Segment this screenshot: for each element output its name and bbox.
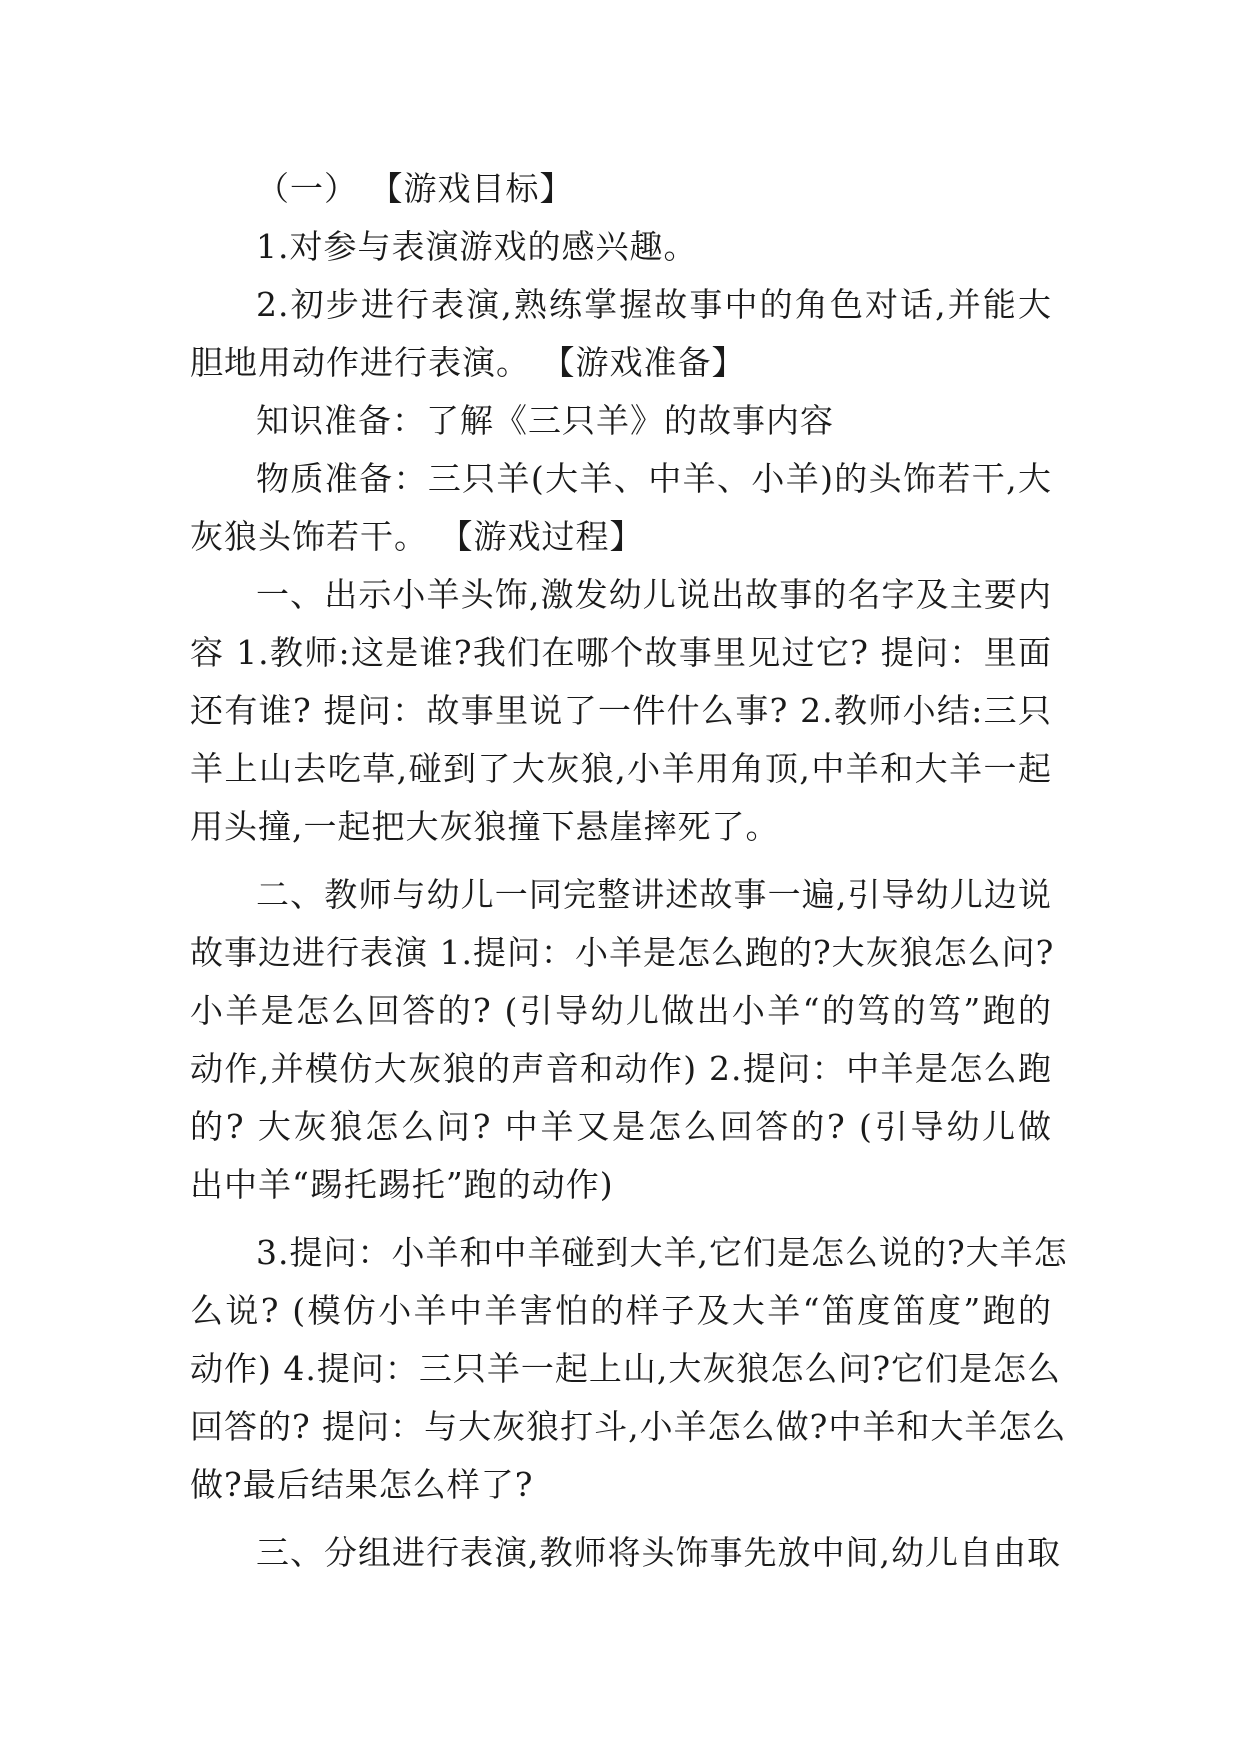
text-line: 动作,并模仿大灰狼的声音和动作) 2.提问：中羊是怎么跑 (190, 1049, 1052, 1088)
text-line: 动作) 4.提问：三只羊一起上山,大灰狼怎么问?它们是怎么 (190, 1349, 1062, 1388)
text-line: 羊上山去吃草,碰到了大灰狼,小羊用角顶,中羊和大羊一起 (190, 749, 1052, 788)
text-line: 还有谁? 提问：故事里说了一件什么事? 2.教师小结:三只 (190, 691, 1052, 730)
text-line: 小羊是怎么回答的? (引导幼儿做出小羊“的笃的笃”跑的 (190, 991, 1052, 1030)
text-line: 容 1.教师:这是谁?我们在哪个故事里见过它? 提问：里面 (190, 633, 1052, 672)
text-line: 做?最后结果怎么样了? (190, 1465, 534, 1504)
text-line: 用头撞,一起把大灰狼撞下悬崖摔死了。 (190, 807, 780, 846)
text-line: 的? 大灰狼怎么问? 中羊又是怎么回答的? (引导幼儿做 (190, 1107, 1052, 1146)
text-line: 物质准备：三只羊(大羊、中羊、小羊)的头饰若干,大 (256, 459, 1052, 498)
text-line: 胆地用动作进行表演。 【游戏准备】 (190, 343, 746, 382)
text-line: 故事边进行表演 1.提问：小羊是怎么跑的?大灰狼怎么问? (190, 933, 1055, 972)
text-line: 回答的? 提问：与大灰狼打斗,小羊怎么做?中羊和大羊怎么 (190, 1407, 1067, 1446)
text-line: 三、分组进行表演,教师将头饰事先放中间,幼儿自由取 (256, 1533, 1061, 1572)
text-line: 3.提问：小羊和中羊碰到大羊,它们是怎么说的?大羊怎 (256, 1233, 1068, 1272)
document-body (190, 160, 1068, 1582)
text-line: 1.对参与表演游戏的感兴趣。 (256, 227, 698, 266)
text-line: 出中羊“踢托踢托”跑的动作) (190, 1165, 614, 1204)
text-line: 灰狼头饰若干。 【游戏过程】 (190, 517, 644, 556)
section-heading-goals: （一） 【游戏目标】 (256, 169, 574, 208)
text-line: 2.初步进行表演,熟练掌握故事中的角色对话,并能大 (256, 285, 1052, 324)
text-line: 一、出示小羊头饰,激发幼儿说出故事的名字及主要内 (256, 575, 1052, 614)
text-line: 知识准备：了解《三只羊》的故事内容 (256, 401, 834, 440)
text-line: 二、教师与幼儿一同完整讲述故事一遍,引导幼儿边说 (256, 875, 1052, 914)
text-line: 么说? (模仿小羊中羊害怕的样子及大羊“笛度笛度”跑的 (190, 1291, 1052, 1330)
